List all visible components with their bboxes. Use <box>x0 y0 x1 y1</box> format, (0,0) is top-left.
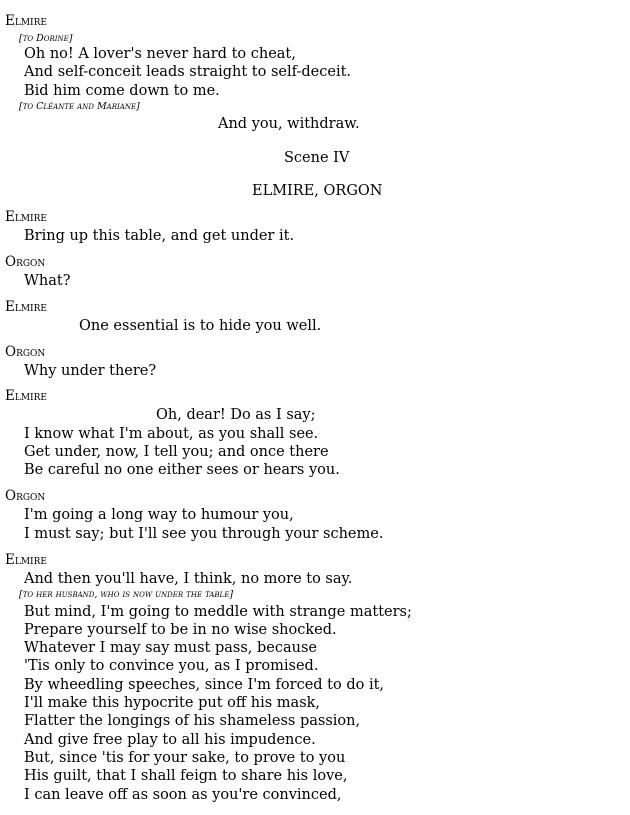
verse-line: I'll make this hypocrite put off his mask, <box>24 695 321 711</box>
speaker-name: Elmire <box>5 552 47 568</box>
speaker-name: Elmire <box>5 209 47 225</box>
stage-direction: [to Dorine] <box>19 33 73 44</box>
speaker-name: Elmire <box>5 13 47 29</box>
character-list: ELMIRE, ORGON <box>252 183 383 199</box>
verse-line: Prepare yourself to be in no wise shocked. <box>24 622 337 638</box>
verse-line: 'Tis only to convince you, as I promised. <box>24 658 319 674</box>
verse-line: But mind, I'm going to meddle with strange matters; <box>24 604 412 620</box>
speaker-name: Elmire <box>5 388 47 404</box>
verse-line: Flatter the longings of his shameless passion, <box>24 713 361 729</box>
speaker-name: Orgon <box>5 488 46 504</box>
verse-line: I know what I'm about, as you shall see. <box>24 426 319 442</box>
verse-line: Whatever I may say must pass, because <box>24 640 318 656</box>
verse-line: Bid him come down to me. <box>24 83 220 99</box>
stage-direction: [to Cléante and Mariane] <box>19 101 140 112</box>
verse-line: His guilt, that I shall feign to share his love, <box>24 768 348 784</box>
verse-line: Why under there? <box>24 363 157 379</box>
verse-line: And self-conceit leads straight to self-deceit. <box>24 64 352 80</box>
verse-line: By wheedling speeches, since I'm forced to do it, <box>24 677 385 693</box>
verse-line: One essential is to hide you well. <box>79 318 322 334</box>
verse-line: But, since 'tis for your sake, to prove to you <box>24 750 346 766</box>
speaker-name: Elmire <box>5 299 47 315</box>
speaker-name: Orgon <box>5 344 46 360</box>
verse-line: I must say; but I'll see you through your scheme. <box>24 526 384 542</box>
verse-line: Get under, now, I tell you; and once there <box>24 444 329 460</box>
speaker-name: Orgon <box>5 254 46 270</box>
verse-line: Oh no! A lover's never hard to cheat, <box>24 46 296 62</box>
verse-line: And then you'll have, I think, no more to say. <box>24 571 353 587</box>
verse-line: And you, withdraw. <box>218 116 360 132</box>
verse-line: Oh, dear! Do as I say; <box>156 407 316 423</box>
verse-line: Bring up this table, and get under it. <box>24 228 295 244</box>
scene-heading: Scene IV <box>284 150 350 166</box>
verse-line: I can leave off as soon as you're convinced, <box>24 787 342 803</box>
stage-direction: [to her husband, who is now under the table] <box>19 589 234 600</box>
verse-line: Be careful no one either sees or hears you. <box>24 462 340 478</box>
verse-line: I'm going a long way to humour you, <box>24 507 294 523</box>
verse-line: And give free play to all his impudence. <box>24 732 316 748</box>
verse-line: What? <box>24 273 71 289</box>
